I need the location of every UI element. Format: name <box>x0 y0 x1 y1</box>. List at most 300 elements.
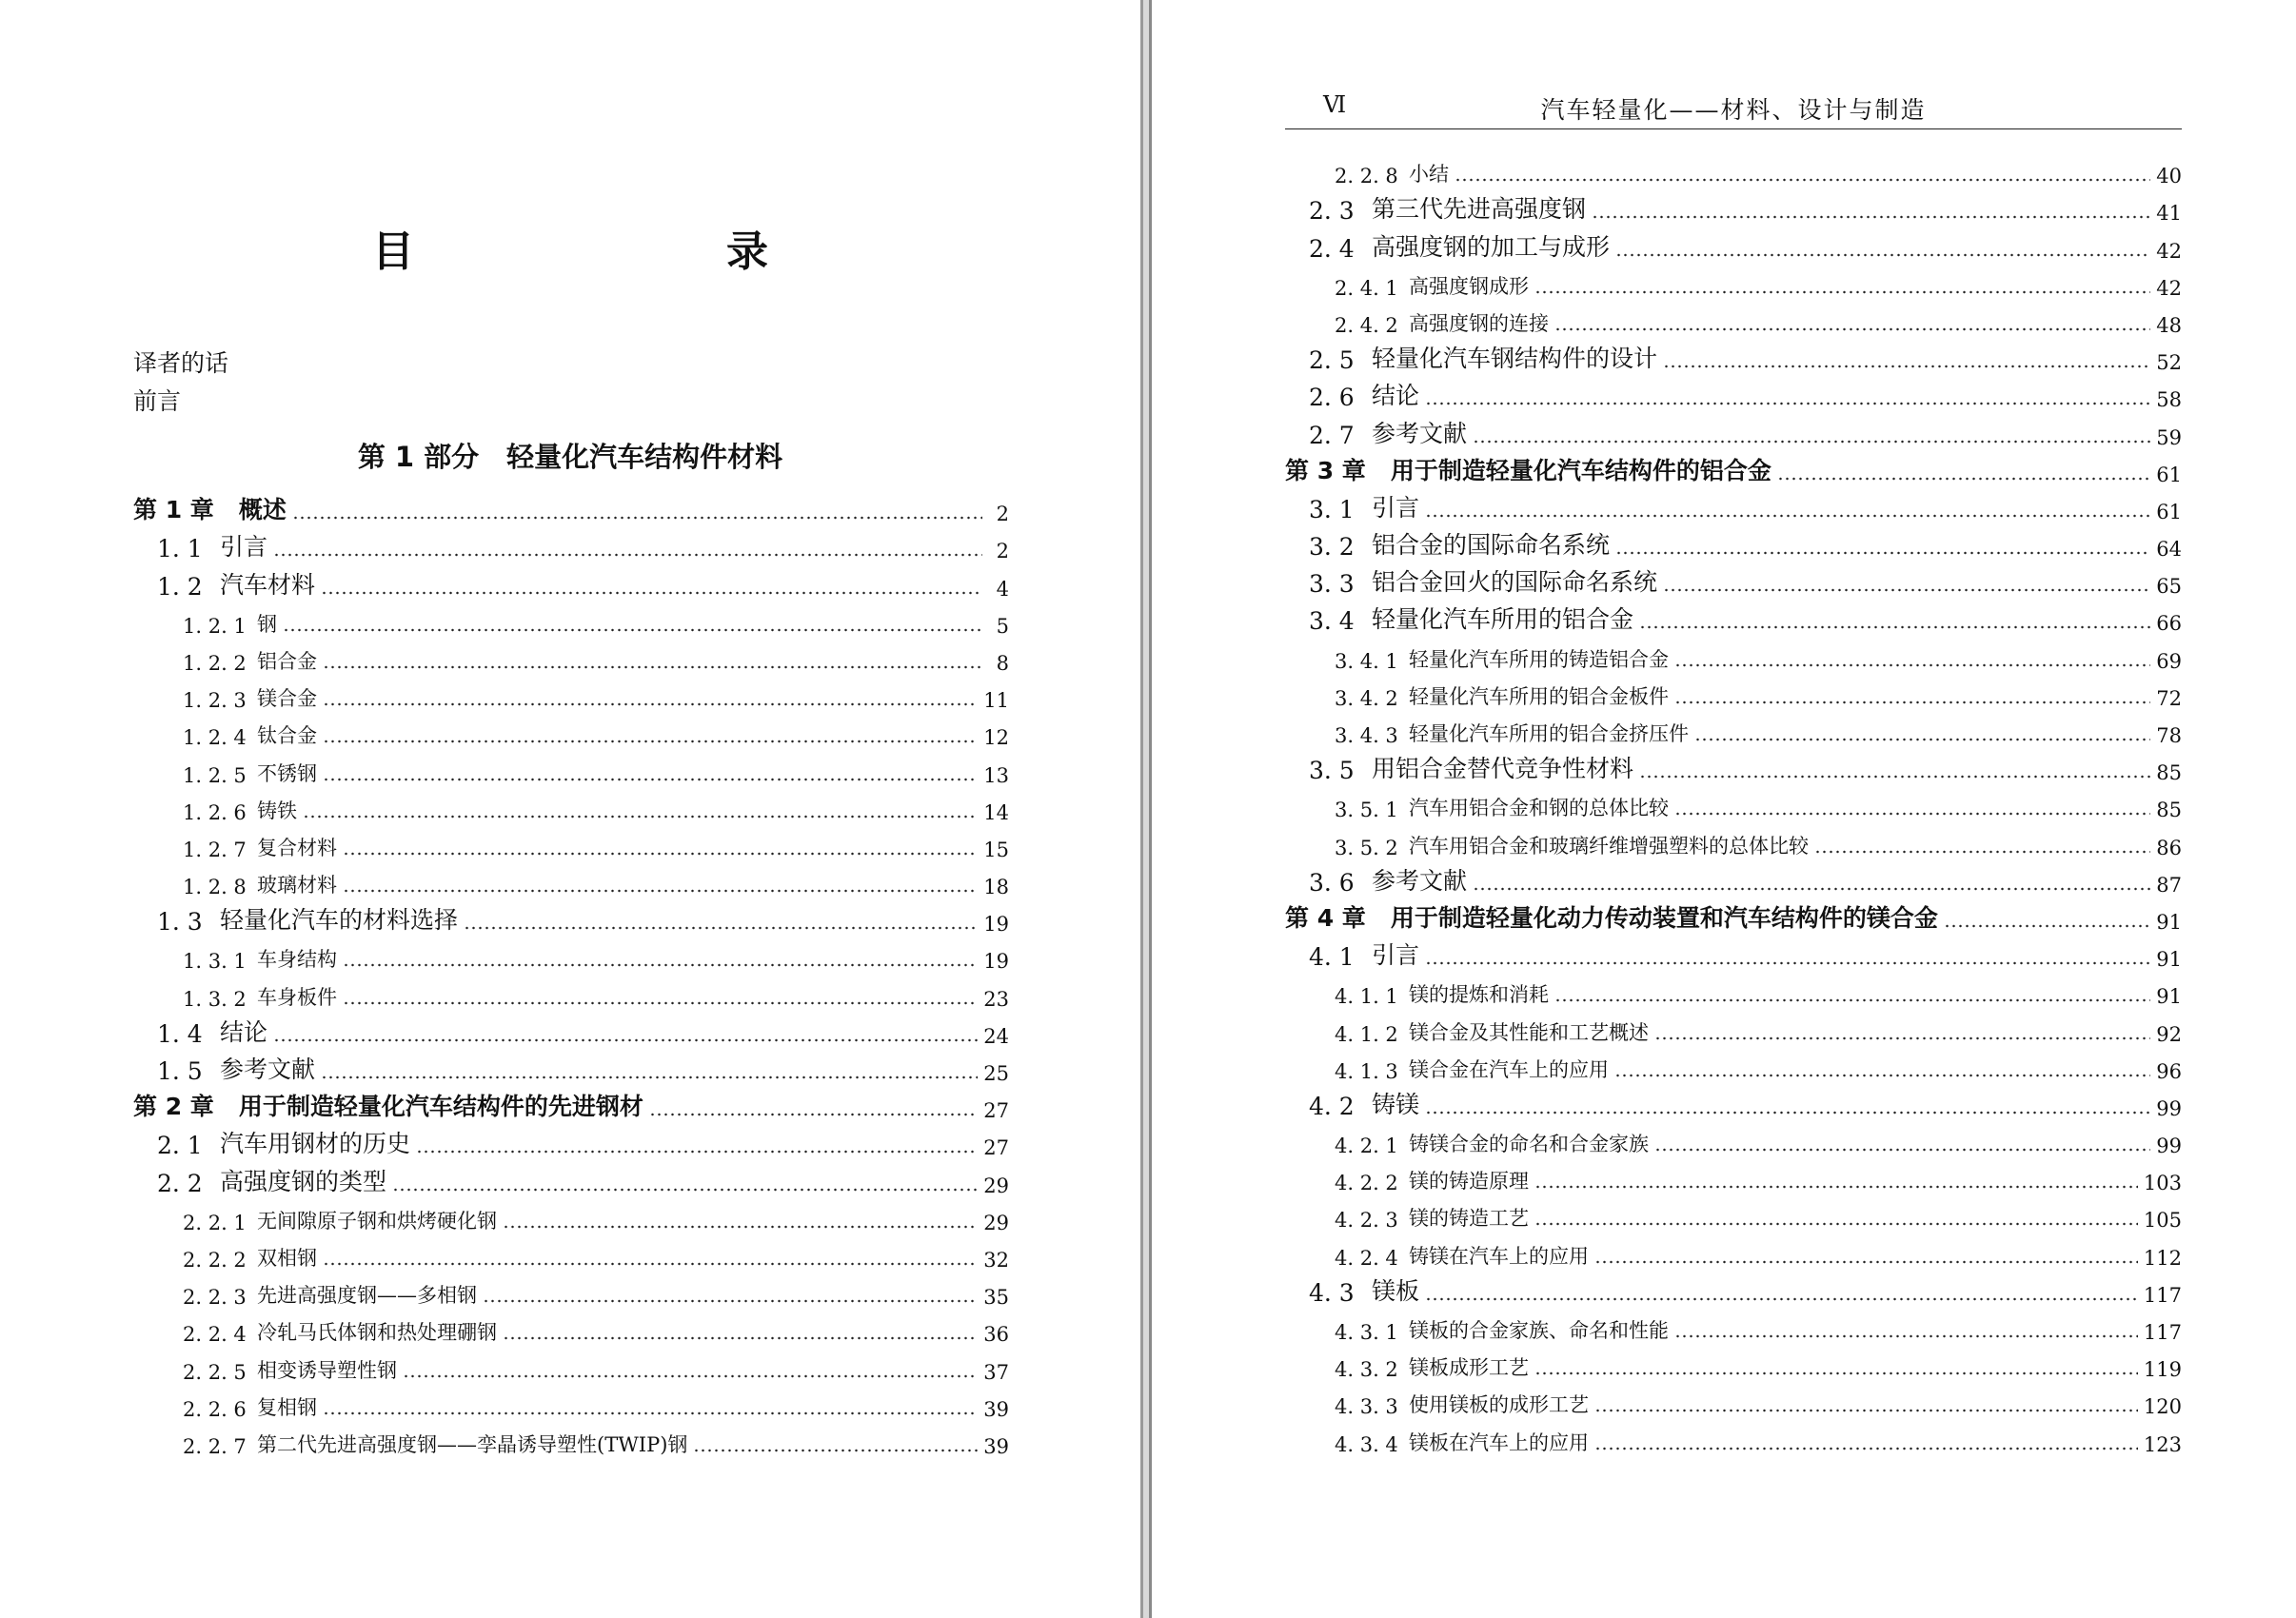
toc-entry-page-number: 18 <box>983 876 1009 899</box>
toc-entry-title: 冷轧马氏体钢和热处理硼钢 <box>257 1321 497 1345</box>
toc-entry-number: 4. 1. 2 <box>1335 1022 1398 1046</box>
toc-entry-subsection[interactable] <box>1285 717 2182 754</box>
toc-entry-number: 3. 2 <box>1309 533 1355 562</box>
toc-entry-title: 先进高强度钢——多相钢 <box>257 1284 477 1308</box>
toc-entry-number: 3. 6 <box>1309 868 1355 897</box>
toc-entry-section[interactable] <box>1285 194 2182 231</box>
toc-entry-title: 复相钢 <box>257 1395 317 1419</box>
toc-leader-dots <box>292 516 982 520</box>
toc-entry-page-number: 11 <box>983 689 1009 713</box>
toc-entry-title: 第三代先进高强度钢 <box>1372 195 1587 224</box>
toc-leader-dots <box>1674 663 2150 667</box>
toc-leader-dots <box>503 1336 978 1340</box>
running-head-book-title: 汽车轻量化——材料、设计与制造 <box>1540 96 1927 124</box>
toc-entry-title: 参考文献 <box>1372 419 1468 447</box>
toc-leader-dots <box>1425 1111 2150 1115</box>
toc-entry-section[interactable] <box>133 1017 1009 1055</box>
toc-leader-dots <box>1425 402 2150 405</box>
toc-leader-dots <box>321 591 982 595</box>
toc-entry-section[interactable] <box>1285 754 2182 791</box>
toc-leader-dots <box>1663 588 2150 592</box>
toc-leader-dots <box>323 702 978 706</box>
toc-entry-number: 2. 4. 2 <box>1335 313 1398 337</box>
toc-entry-section[interactable] <box>133 1129 1009 1166</box>
toc-entry-number: 1. 3 <box>157 908 203 937</box>
toc-entry-title: 高强度钢的类型 <box>220 1167 387 1195</box>
toc-entry-number: 2. 6 <box>1309 384 1355 412</box>
toc-entry-title: 铝合金回火的国际命名系统 <box>1372 568 1658 597</box>
toc-entry-number: 4. 3. 4 <box>1335 1432 1398 1456</box>
toc-entry-page-number: 78 <box>2156 724 2182 747</box>
toc-entry-subsection[interactable] <box>1285 1164 2182 1201</box>
toc-entry-page-number: 85 <box>2156 799 2182 822</box>
toc-leader-dots <box>1473 440 2150 444</box>
toc-entry-page-number: 13 <box>983 763 1009 787</box>
toc-leader-dots <box>1615 253 2150 257</box>
toc-leader-dots <box>1694 738 2150 741</box>
toc-entry-number: 1. 2. 7 <box>183 838 247 861</box>
toc-entry-number: 2. 2 <box>157 1169 203 1197</box>
toc-entry-title: 汽车用钢材的历史 <box>220 1130 411 1158</box>
toc-entry-section[interactable] <box>1285 344 2182 381</box>
toc-entry-page-number: 112 <box>2143 1246 2182 1270</box>
toc-entry-page-number: 8 <box>996 651 1009 675</box>
toc-entry-number: 2. 2. 1 <box>183 1211 247 1234</box>
toc-entry-section[interactable] <box>133 1055 1009 1092</box>
toc-leader-dots <box>1615 551 2150 555</box>
toc-entry-number: 2. 2. 7 <box>183 1434 247 1458</box>
toc-entry-subsection[interactable] <box>1285 157 2182 194</box>
toc-entry-section[interactable] <box>1285 530 2182 567</box>
toc-entry-page-number: 103 <box>2143 1172 2182 1195</box>
page-folio: Ⅵ <box>1323 91 1347 118</box>
toc-entry-number: 3. 3 <box>1309 570 1355 599</box>
toc-entry-title: 用于制造轻量化汽车结构件的铝合金 <box>1390 456 1771 484</box>
toc-leader-dots <box>1473 887 2150 891</box>
toc-leader-dots <box>1594 1409 2138 1412</box>
toc-entry-title: 镁合金 <box>257 687 317 711</box>
toc-entry-title: 车身结构 <box>257 948 337 972</box>
toc-leader-dots <box>1944 924 2150 928</box>
toc-entry-title: 镁的提炼和消耗 <box>1409 983 1549 1007</box>
toc-entry-section[interactable] <box>1285 567 2182 604</box>
toc-entry-title: 铸铁 <box>257 799 297 822</box>
toc-entry-title: 汽车用铝合金和玻璃纤维增强塑料的总体比较 <box>1409 834 1809 858</box>
toc-leader-dots <box>1425 1297 2138 1301</box>
toc-entry-subsection[interactable] <box>1285 1313 2182 1351</box>
toc-entry-title: 双相钢 <box>257 1246 317 1270</box>
toc-entry-title: 结论 <box>1372 382 1420 410</box>
toc-entry-number: 1. 5 <box>157 1057 203 1085</box>
toc-leader-dots <box>416 1150 978 1154</box>
toc-leader-dots <box>1534 290 2150 294</box>
toc-entry-title: 车身板件 <box>257 985 337 1009</box>
toc-entry-page-number: 14 <box>983 800 1009 824</box>
toc-entry-subsection[interactable] <box>133 607 1009 644</box>
toc-entry-subsection[interactable] <box>1285 680 2182 717</box>
toc-leader-dots <box>1534 1371 2138 1375</box>
toc-leader-dots <box>1814 850 2150 854</box>
toc-entry-subsection[interactable] <box>1285 1238 2182 1275</box>
toc-entry-section[interactable] <box>1285 604 2182 641</box>
toc-entry-number: 3. 5. 2 <box>1335 836 1398 859</box>
toc-entry-title: 钛合金 <box>257 724 317 748</box>
toc-entry-title: 无间隙原子钢和烘烤硬化钢 <box>257 1209 497 1233</box>
toc-entry-page-number: 42 <box>2156 276 2182 300</box>
toc-page-left <box>0 0 1140 1618</box>
toc-entry-title: 玻璃材料 <box>257 874 337 898</box>
toc-entry-title: 高强度钢的连接 <box>1409 311 1549 335</box>
toc-entry-number: 2. 2. 6 <box>183 1397 247 1421</box>
toc-entry-number: 3. 5 <box>1309 757 1355 785</box>
toc-entry-section[interactable] <box>1285 1276 2182 1313</box>
toc-leader-dots <box>1594 1260 2138 1264</box>
toc-entry-page-number: 12 <box>983 726 1009 750</box>
toc-entry-section[interactable] <box>1285 866 2182 903</box>
toc-entry-section[interactable] <box>1285 1090 2182 1127</box>
toc-entry-page-number: 66 <box>2156 612 2182 636</box>
toc-entry-title: 高强度钢成形 <box>1409 274 1529 298</box>
toc-entry-section[interactable] <box>1285 418 2182 455</box>
toc-entry-chapter[interactable] <box>1285 456 2182 493</box>
toc-entry-subsection[interactable] <box>1285 306 2182 344</box>
toc-entry-page-number: 72 <box>2156 686 2182 710</box>
toc-leader-dots <box>343 889 978 893</box>
toc-entry-subsection[interactable] <box>1285 1388 2182 1425</box>
toc-entry-subsection[interactable] <box>133 1428 1009 1465</box>
toc-entry-number: 1. 3. 1 <box>183 950 247 974</box>
toc-entry-subsection[interactable] <box>133 756 1009 793</box>
toc-leader-dots <box>323 1262 978 1266</box>
toc-leader-dots <box>1674 700 2150 704</box>
toc-entry-page-number: 61 <box>2156 500 2182 523</box>
toc-entry-number: 2. 2. 3 <box>183 1286 247 1310</box>
toc-title: 目 录 <box>372 227 844 276</box>
toc-entry-page-number: 35 <box>983 1286 1009 1310</box>
toc-leader-dots <box>1534 1222 2138 1226</box>
toc-entry-section[interactable] <box>133 1166 1009 1203</box>
toc-entry-subsection[interactable] <box>133 1278 1009 1315</box>
toc-entry-number: 2. 2. 4 <box>183 1323 247 1347</box>
toc-leader-dots <box>1614 1074 2150 1077</box>
toc-entry-number: 2. 2. 2 <box>183 1248 247 1272</box>
toc-entry-page-number: 117 <box>2143 1321 2182 1344</box>
toc-entry-subsection[interactable] <box>1285 1053 2182 1090</box>
toc-entry-title: 引言 <box>1372 493 1420 522</box>
toc-entry-title: 镁合金在汽车上的应用 <box>1409 1057 1609 1081</box>
toc-entry-subsection[interactable] <box>133 644 1009 681</box>
toc-entry-subsection[interactable] <box>133 1315 1009 1352</box>
toc-entry-title: 轻量化汽车的材料选择 <box>220 906 459 935</box>
toc-entry-title: 使用镁板的成形工艺 <box>1409 1393 1589 1417</box>
toc-entry-number: 3. 4. 2 <box>1335 686 1398 710</box>
toc-leader-dots <box>503 1225 978 1229</box>
toc-entry-chapter[interactable] <box>1285 903 2182 940</box>
toc-entry-title: 铸镁合金的命名和合金家族 <box>1409 1133 1649 1156</box>
toc-entry-page-number: 105 <box>2143 1209 2182 1233</box>
toc-entry-subsection[interactable] <box>133 681 1009 719</box>
toc-entry-number: 3. 1 <box>1309 495 1355 523</box>
toc-leader-dots <box>1654 1148 2150 1152</box>
toc-entry-title: 轻量化汽车所用的铝合金挤压件 <box>1409 722 1689 745</box>
toc-entry-title: 用于制造轻量化汽车结构件的先进钢材 <box>238 1093 643 1121</box>
toc-entry-title: 参考文献 <box>220 1056 316 1083</box>
toc-entry-subsection[interactable] <box>133 1352 1009 1390</box>
toc-leader-dots <box>1425 961 2150 965</box>
toc-entry-subsection[interactable] <box>1285 977 2182 1015</box>
toc-leader-dots <box>1674 1334 2138 1338</box>
toc-entry-subsection[interactable] <box>133 831 1009 868</box>
toc-entry-subsection[interactable] <box>133 1241 1009 1278</box>
toc-entry-section[interactable] <box>1285 940 2182 977</box>
toc-entry-page-number: 39 <box>983 1434 1009 1458</box>
toc-entry-number: 2. 5 <box>1309 346 1355 375</box>
toc-entry-page-number: 59 <box>2156 425 2182 449</box>
toc-entry-page-number: 119 <box>2143 1358 2182 1382</box>
toc-leader-dots <box>1425 514 2150 518</box>
toc-entry-title: 镁板 <box>1372 1276 1420 1305</box>
toc-leader-dots <box>1554 327 2150 331</box>
toc-entry-page-number: 91 <box>2156 910 2182 934</box>
toc-entry-title: 相变诱导塑性钢 <box>257 1358 397 1382</box>
toc-entry-subsection[interactable] <box>1285 1425 2182 1462</box>
toc-leader-dots <box>323 778 978 781</box>
toc-leader-dots <box>343 1001 978 1005</box>
toc-entry-subsection[interactable] <box>1285 1201 2182 1238</box>
toc-entry-subsection[interactable] <box>1285 828 2182 865</box>
toc-entry-page-number: 32 <box>983 1248 1009 1272</box>
toc-entry-number: 1. 2. 2 <box>183 651 247 675</box>
part-title: 第 1 部分 轻量化汽车结构件材料 <box>357 441 783 473</box>
toc-entry-page-number: 19 <box>983 913 1009 937</box>
toc-entry-page-number: 25 <box>983 1062 1009 1085</box>
toc-entry-page-number: 2 <box>996 503 1009 526</box>
toc-entry-number: 2. 3 <box>1309 197 1355 226</box>
toc-entry-page-number: 61 <box>2156 463 2182 486</box>
toc-leader-dots <box>403 1374 978 1378</box>
toc-entry-title: 轻量化汽车所用的铝合金 <box>1372 605 1634 634</box>
toc-leader-dots <box>392 1188 978 1192</box>
toc-leader-dots <box>1534 1185 2138 1189</box>
toc-entry-page-number: 92 <box>2156 1022 2182 1046</box>
toc-entry-subsection[interactable] <box>133 794 1009 831</box>
toc-entry-subsection[interactable] <box>133 1391 1009 1428</box>
toc-entry-section[interactable] <box>133 905 1009 942</box>
toc-entry-number: 1. 2. 1 <box>183 614 247 638</box>
toc-leader-dots <box>1455 178 2150 182</box>
toc-entry-page-number: 69 <box>2156 649 2182 673</box>
toc-entry-subsection[interactable] <box>133 979 1009 1016</box>
toc-entry-number: 第 1 章 <box>133 496 214 524</box>
toc-entry-number: 1. 2. 3 <box>183 689 247 713</box>
toc-entry-subsection[interactable] <box>1285 1127 2182 1164</box>
toc-leader-dots <box>321 1075 978 1079</box>
toc-entry-page-number: 91 <box>2156 985 2182 1009</box>
toc-entry-title: 铸镁在汽车上的应用 <box>1409 1244 1589 1268</box>
toc-entry-number: 2. 2. 8 <box>1335 165 1398 188</box>
toc-entry-page-number: 23 <box>983 987 1009 1011</box>
toc-entry-subsection[interactable] <box>133 942 1009 979</box>
toc-entry-page-number: 24 <box>983 1024 1009 1048</box>
toc-entry-page-number: 52 <box>2156 351 2182 375</box>
toc-entry-title: 小结 <box>1409 163 1449 187</box>
toc-leader-dots <box>693 1449 978 1452</box>
toc-entry-title: 不锈钢 <box>257 761 317 785</box>
toc-entry-title: 结论 <box>220 1017 268 1046</box>
toc-entry-number: 3. 4. 3 <box>1335 724 1398 747</box>
toc-entry-title: 汽车材料 <box>220 570 316 599</box>
toc-entry-page-number: 29 <box>983 1174 1009 1197</box>
toc-entry-number: 3. 5. 1 <box>1335 799 1398 822</box>
toc-entry-subsection[interactable] <box>133 868 1009 905</box>
toc-list-left <box>133 495 1009 1465</box>
toc-entry-section[interactable] <box>1285 493 2182 530</box>
toc-entry-section[interactable] <box>1285 231 2182 268</box>
toc-leader-dots <box>464 926 978 930</box>
toc-leader-dots <box>323 665 982 669</box>
page-gutter <box>1140 0 1152 1618</box>
toc-entry-title: 镁合金及其性能和工艺概述 <box>1409 1020 1649 1044</box>
toc-entry-title: 轻量化汽车所用的铝合金板件 <box>1409 684 1669 708</box>
toc-leader-dots <box>649 1113 978 1116</box>
toc-entry-number: 第 2 章 <box>133 1093 214 1121</box>
toc-entry-page-number: 117 <box>2143 1283 2182 1307</box>
toc-entry-title: 用铝合金替代竞争性材料 <box>1372 755 1634 783</box>
toc-entry-page-number: 4 <box>996 577 1009 601</box>
toc-leader-dots <box>1777 477 2150 481</box>
toc-entry-number: 2. 1 <box>157 1132 203 1160</box>
toc-entry-number: 4. 1. 1 <box>1335 985 1398 1009</box>
running-header <box>1285 88 2182 129</box>
toc-entry-page-number: 48 <box>2156 313 2182 337</box>
toc-entry-title: 镁的铸造原理 <box>1409 1170 1529 1194</box>
toc-entry-subsection[interactable] <box>1285 791 2182 828</box>
toc-entry-title: 轻量化汽车所用的铸造铝合金 <box>1409 647 1669 671</box>
toc-entry-number: 4. 2 <box>1309 1092 1355 1120</box>
toc-entry-number: 2. 4 <box>1309 234 1355 263</box>
toc-entry-number: 3. 4. 1 <box>1335 649 1398 673</box>
toc-entry-page-number: 36 <box>983 1323 1009 1347</box>
toc-entry-page-number: 86 <box>2156 836 2182 859</box>
toc-entry-number: 4. 3. 1 <box>1335 1321 1398 1344</box>
toc-entry-title: 概述 <box>238 496 287 524</box>
toc-entry-page-number: 65 <box>2156 575 2182 599</box>
toc-entry-chapter[interactable] <box>133 1092 1009 1129</box>
toc-leader-dots <box>1592 215 2150 219</box>
toc-entry-number: 第 4 章 <box>1285 903 1366 932</box>
toc-entry-page-number: 27 <box>983 1136 1009 1160</box>
toc-leader-dots <box>273 1038 978 1042</box>
toc-entry-page-number: 40 <box>2156 165 2182 188</box>
toc-entry-page-number: 64 <box>2156 538 2182 562</box>
toc-leader-dots <box>323 1411 978 1415</box>
toc-entry-subsection[interactable] <box>1285 269 2182 306</box>
toc-entry-number: 1. 2. 5 <box>183 763 247 787</box>
toc-entry-title: 铝合金的国际命名系统 <box>1372 531 1611 560</box>
toc-entry-subsection[interactable] <box>1285 1351 2182 1388</box>
toc-entry-title: 铸镁 <box>1372 1090 1420 1118</box>
toc-entry-title: 铝合金 <box>257 649 317 673</box>
toc-entry-page-number: 2 <box>996 540 1009 563</box>
toc-leader-dots <box>343 852 978 856</box>
toc-leader-dots <box>1594 1447 2138 1450</box>
toc-entry-page-number: 99 <box>2156 1096 2182 1120</box>
front-matter-preface[interactable]: 前言 <box>133 387 182 415</box>
toc-list-right <box>1285 157 2182 1463</box>
toc-leader-dots <box>283 628 982 632</box>
toc-leader-dots <box>273 553 982 557</box>
toc-entry-number: 4. 1 <box>1309 943 1355 972</box>
toc-entry-title: 参考文献 <box>1372 866 1468 895</box>
toc-entry-title: 钢 <box>257 612 277 636</box>
toc-entry-number: 4. 2. 4 <box>1335 1246 1398 1270</box>
toc-entry-title: 镁板的合金家族、命名和性能 <box>1409 1319 1669 1342</box>
toc-leader-dots <box>1674 812 2150 816</box>
toc-leader-dots <box>1554 998 2150 1002</box>
toc-entry-number: 1. 2. 4 <box>183 726 247 750</box>
toc-entry-number: 4. 3. 2 <box>1335 1358 1398 1382</box>
toc-entry-page-number: 120 <box>2143 1395 2182 1419</box>
front-matter-translator-note[interactable]: 译者的话 <box>133 349 229 377</box>
toc-entry-title: 第二代先进高强度钢——孪晶诱导塑性(TWIP)钢 <box>257 1432 688 1456</box>
toc-leader-dots <box>1663 365 2150 368</box>
toc-entry-page-number: 15 <box>983 838 1009 861</box>
toc-entry-page-number: 19 <box>983 950 1009 974</box>
toc-entry-number: 1. 2. 6 <box>183 800 247 824</box>
toc-entry-page-number: 29 <box>983 1211 1009 1234</box>
toc-leader-dots <box>343 963 978 967</box>
toc-entry-page-number: 91 <box>2156 948 2182 972</box>
toc-entry-subsection[interactable] <box>1285 1015 2182 1052</box>
toc-entry-number: 1. 2. 8 <box>183 876 247 899</box>
toc-leader-dots <box>1639 625 2150 629</box>
toc-entry-number: 4. 3. 3 <box>1335 1395 1398 1419</box>
toc-entry-page-number: 37 <box>983 1360 1009 1384</box>
toc-entry-number: 1. 1 <box>157 535 203 563</box>
toc-entry-title: 用于制造轻量化动力传动装置和汽车结构件的镁合金 <box>1390 903 1938 932</box>
toc-entry-number: 2. 2. 5 <box>183 1360 247 1384</box>
toc-entry-title: 镁板在汽车上的应用 <box>1409 1431 1589 1454</box>
toc-entry-title: 引言 <box>1372 941 1420 970</box>
toc-entry-subsection[interactable] <box>1285 641 2182 679</box>
toc-entry-title: 镁的铸造工艺 <box>1409 1207 1529 1231</box>
toc-entry-page-number: 27 <box>983 1099 1009 1123</box>
toc-entry-subsection[interactable] <box>133 1204 1009 1241</box>
toc-entry-section[interactable] <box>133 569 1009 606</box>
toc-entry-number: 4. 1. 3 <box>1335 1059 1398 1083</box>
toc-entry-chapter[interactable] <box>133 495 1009 532</box>
toc-entry-page-number: 85 <box>2156 761 2182 785</box>
toc-entry-number: 4. 3 <box>1309 1278 1355 1307</box>
toc-entry-page-number: 42 <box>2156 239 2182 263</box>
toc-entry-title: 汽车用铝合金和钢的总体比较 <box>1409 797 1669 820</box>
toc-page-right <box>1152 0 2296 1618</box>
toc-entry-page-number: 123 <box>2143 1432 2182 1456</box>
toc-entry-number: 4. 2. 3 <box>1335 1209 1398 1233</box>
toc-entry-title: 镁板成形工艺 <box>1409 1356 1529 1380</box>
toc-entry-page-number: 5 <box>996 614 1009 638</box>
toc-entry-number: 1. 4 <box>157 1019 203 1048</box>
toc-entry-title: 轻量化汽车钢结构件的设计 <box>1372 345 1658 373</box>
toc-entry-page-number: 41 <box>2156 202 2182 226</box>
toc-leader-dots <box>323 740 978 743</box>
toc-entry-section[interactable] <box>133 532 1009 569</box>
toc-entry-subsection[interactable] <box>133 719 1009 756</box>
toc-leader-dots <box>483 1299 978 1303</box>
toc-entry-page-number: 87 <box>2156 873 2182 897</box>
toc-entry-section[interactable] <box>1285 381 2182 418</box>
toc-entry-number: 第 3 章 <box>1285 456 1366 484</box>
